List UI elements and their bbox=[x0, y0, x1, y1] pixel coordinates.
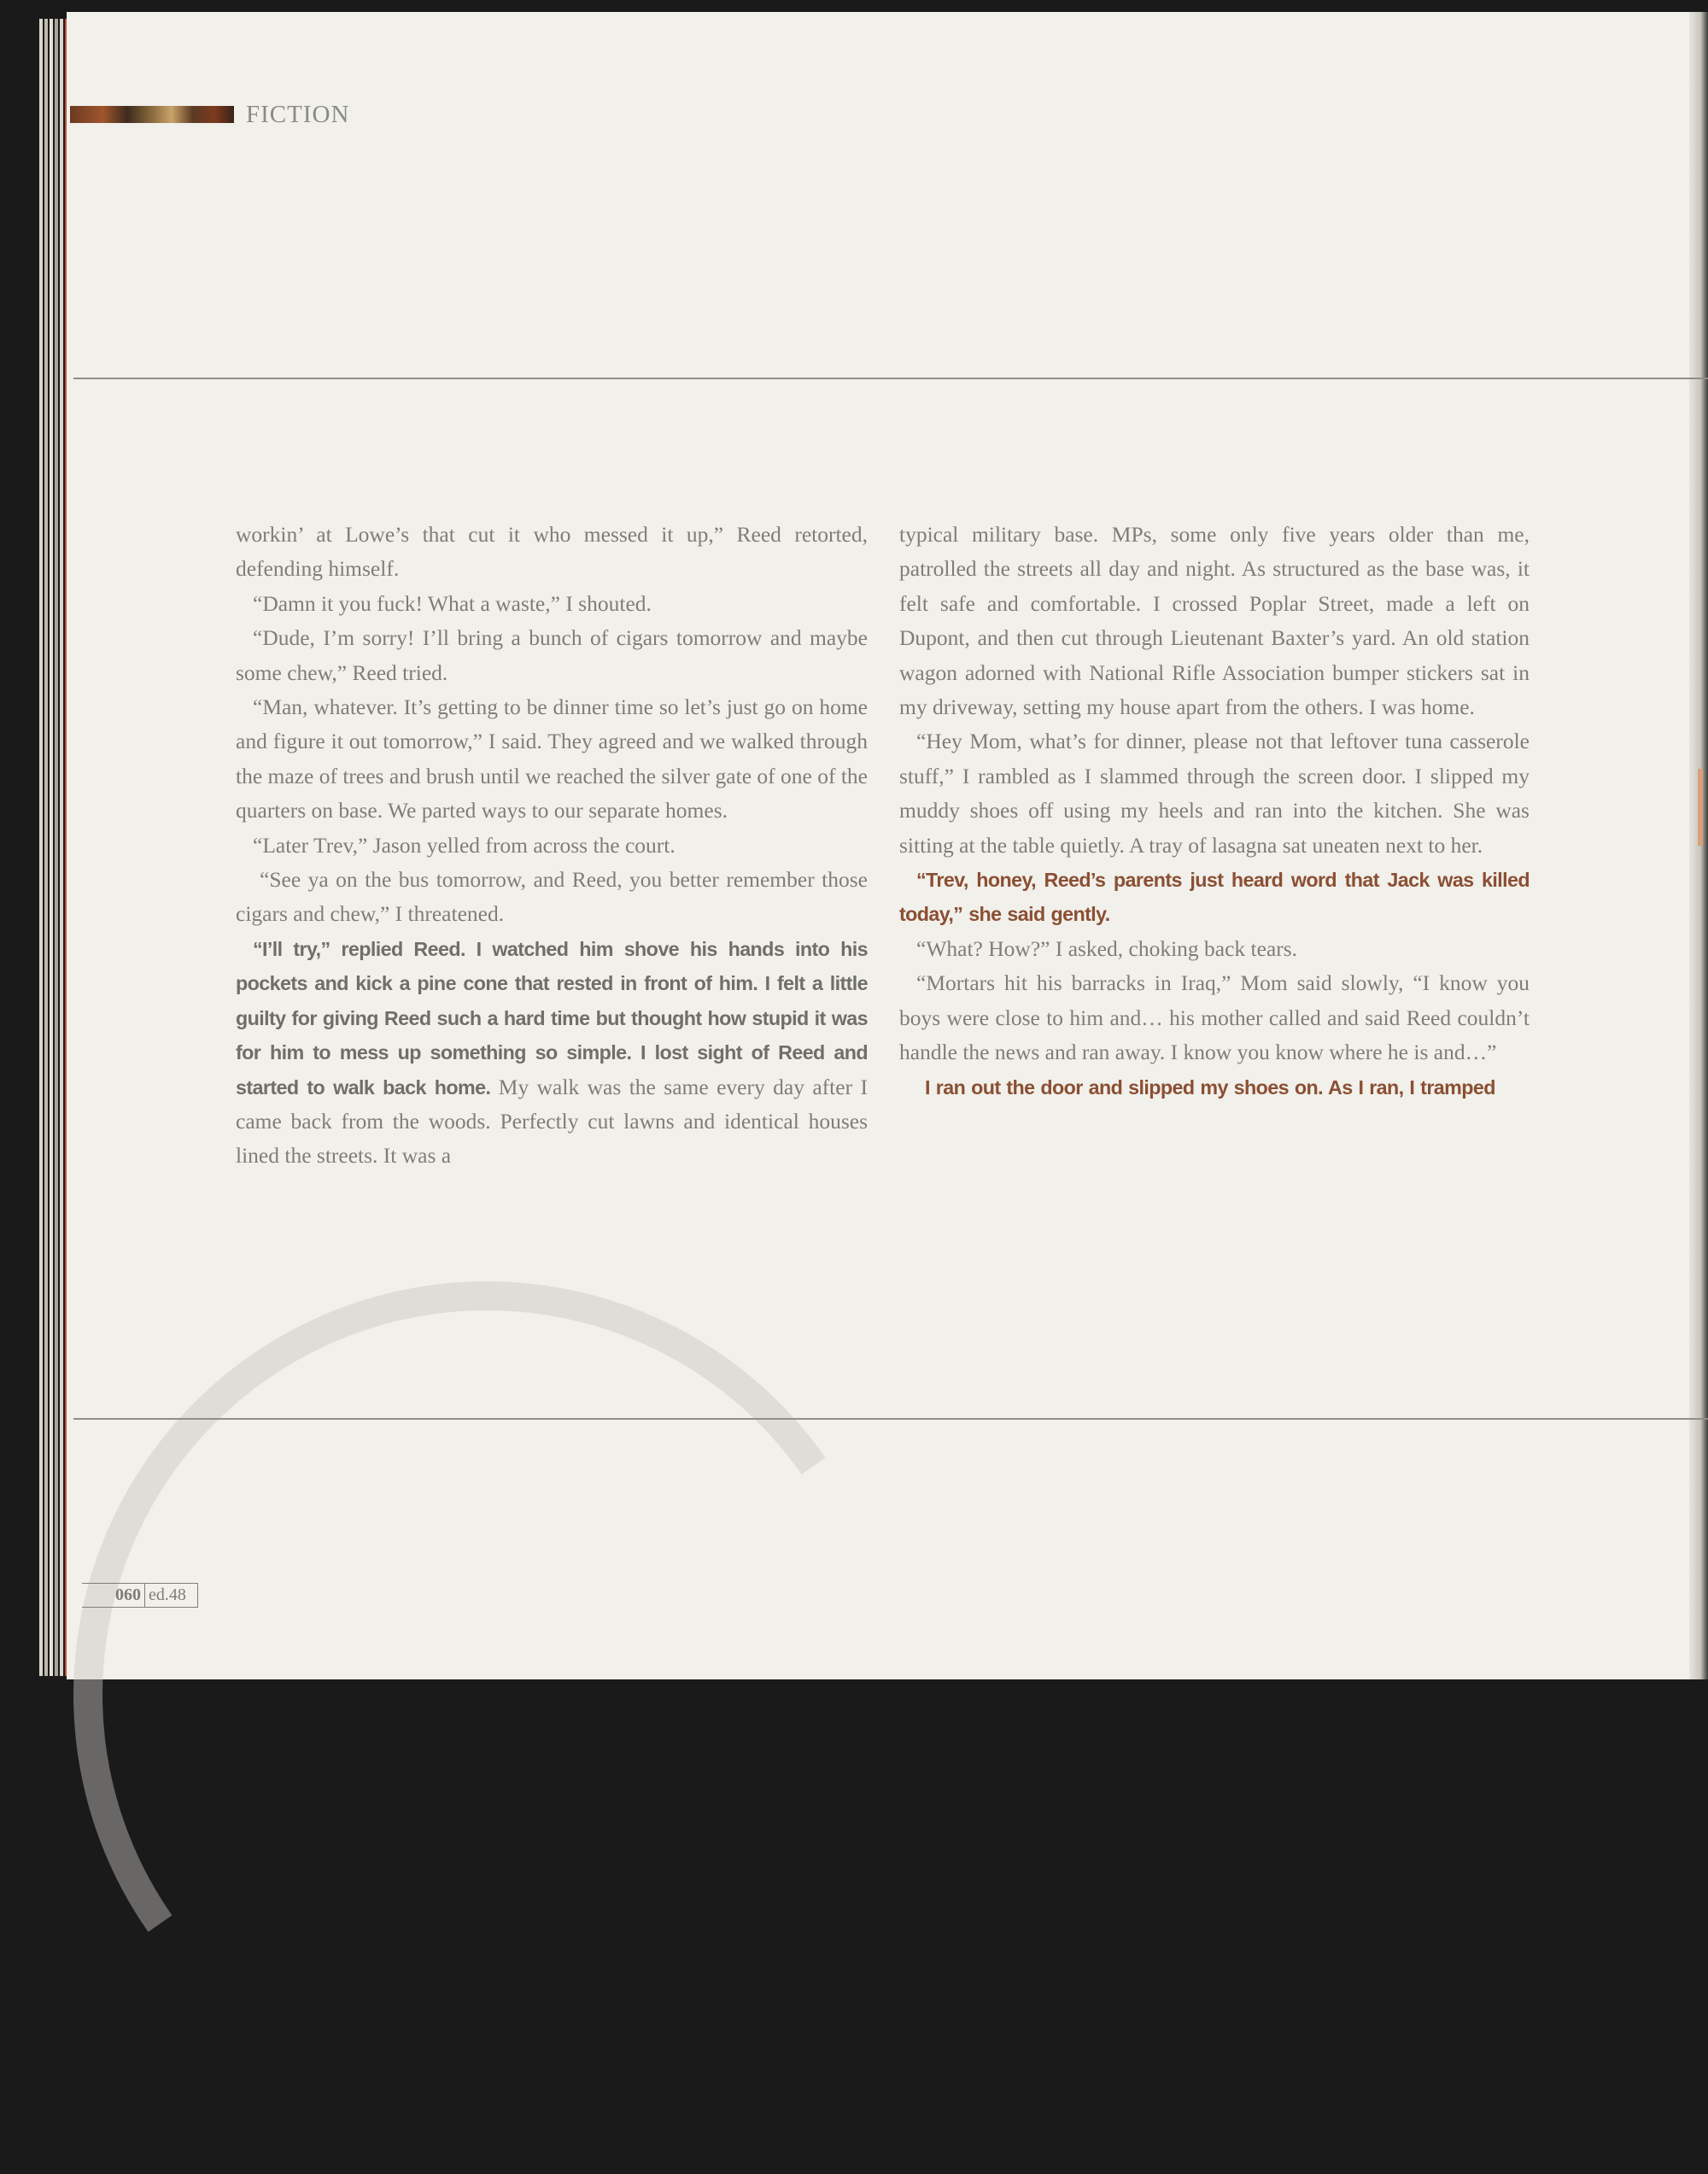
section-color-bar bbox=[70, 106, 234, 123]
highlighted-text: “I’ll try,” replied Reed. I watched him shove his hands into his pockets and kick a pine cone that rested in front of him. I felt a little guilty for giving Reed such a hard time but thought how stupid it was for him to mess up something so simple. I lost sight of Reed and started to walk back home. bbox=[236, 937, 868, 1099]
paragraph: “Later Trev,” Jason yelled from across the court. bbox=[253, 832, 676, 858]
edition-number: ed.48 bbox=[145, 1583, 198, 1608]
page-edge bbox=[44, 19, 48, 1676]
paragraph: typical military base. MPs, some only five years older than me, patrolled the streets all day and night. As structured as the base was, it felt safe and comfortable. I crossed Poplar Street, made a left on Dupont, and then cut through Lieutenant Baxter’s yard. An old station wagon adorned with National Rifle Association bumper stickers sat in my driveway, setting my house apart from the others. I was home. bbox=[899, 522, 1530, 720]
edge-color-mark bbox=[1698, 769, 1703, 846]
page-edge bbox=[60, 19, 63, 1676]
folio bbox=[82, 1583, 198, 1608]
highlighted-text-rust: I ran out the door and slipped my shoes on. As I ran, I tramped bbox=[925, 1075, 1495, 1099]
section-label: FICTION bbox=[246, 101, 350, 128]
paragraph-highlight bbox=[236, 932, 868, 1174]
text-column-right bbox=[899, 518, 1530, 1105]
paragraph: “Damn it you fuck! What a waste,” I shouted. bbox=[253, 590, 652, 616]
paragraph: “What? How?” I asked, choking back tears. bbox=[916, 935, 1298, 961]
paragraph: “Hey Mom, what’s for dinner, please not that leftover tuna casserole stuff,” I rambled as I slammed through the screen door. I slipped my muddy shoes off using my heels and ran into the kitchen. She was sitting at the table quietly. A tray of lasagna sat uneaten next to her. bbox=[899, 729, 1530, 858]
highlighted-text-rust: “Trev, honey, Reed’s parents just heard word that Jack was killed today,” she said gently. bbox=[899, 869, 1530, 926]
page-edge bbox=[50, 19, 53, 1676]
page-edge bbox=[55, 19, 58, 1676]
paragraph-tail: My walk was the same every day after I came back from the woods. Perfectly cut lawns and identical houses lined the streets. It was a bbox=[236, 1074, 868, 1169]
paragraph-highlight-rust bbox=[899, 863, 1530, 932]
paragraph-highlight-rust bbox=[899, 1070, 1530, 1105]
paragraph: workin’ at Lowe’s that cut it who messed it up,” Reed retorted, defending himself. bbox=[236, 522, 868, 582]
paragraph: “Man, whatever. It’s getting to be dinner time so let’s just go on home and figure it out tomorrow,” I said. They agreed and we walked through the maze of trees and brush until we reached the silver gate of one of the quarters on base. We parted ways to our separate homes. bbox=[236, 694, 868, 823]
gutter-shadow bbox=[1689, 12, 1708, 1679]
text-column-left bbox=[236, 518, 868, 1174]
paragraph: “Dude, I’m sorry! I’ll bring a bunch of cigars tomorrow and maybe some chew,” Reed tried. bbox=[236, 625, 868, 685]
page-edge bbox=[39, 19, 43, 1676]
bottom-rule bbox=[73, 1418, 1708, 1420]
top-rule bbox=[73, 378, 1708, 379]
page-number: 060 bbox=[82, 1583, 145, 1608]
paragraph: “Mortars hit his barracks in Iraq,” Mom said slowly, “I know you boys were close to him and… his mother called and said Reed couldn’t handle the news and ran away. I know you know where he is and…” bbox=[899, 970, 1530, 1065]
paragraph: “See ya on the bus tomorrow, and Reed, you better remember those cigars and chew,” I threatened. bbox=[236, 867, 868, 927]
